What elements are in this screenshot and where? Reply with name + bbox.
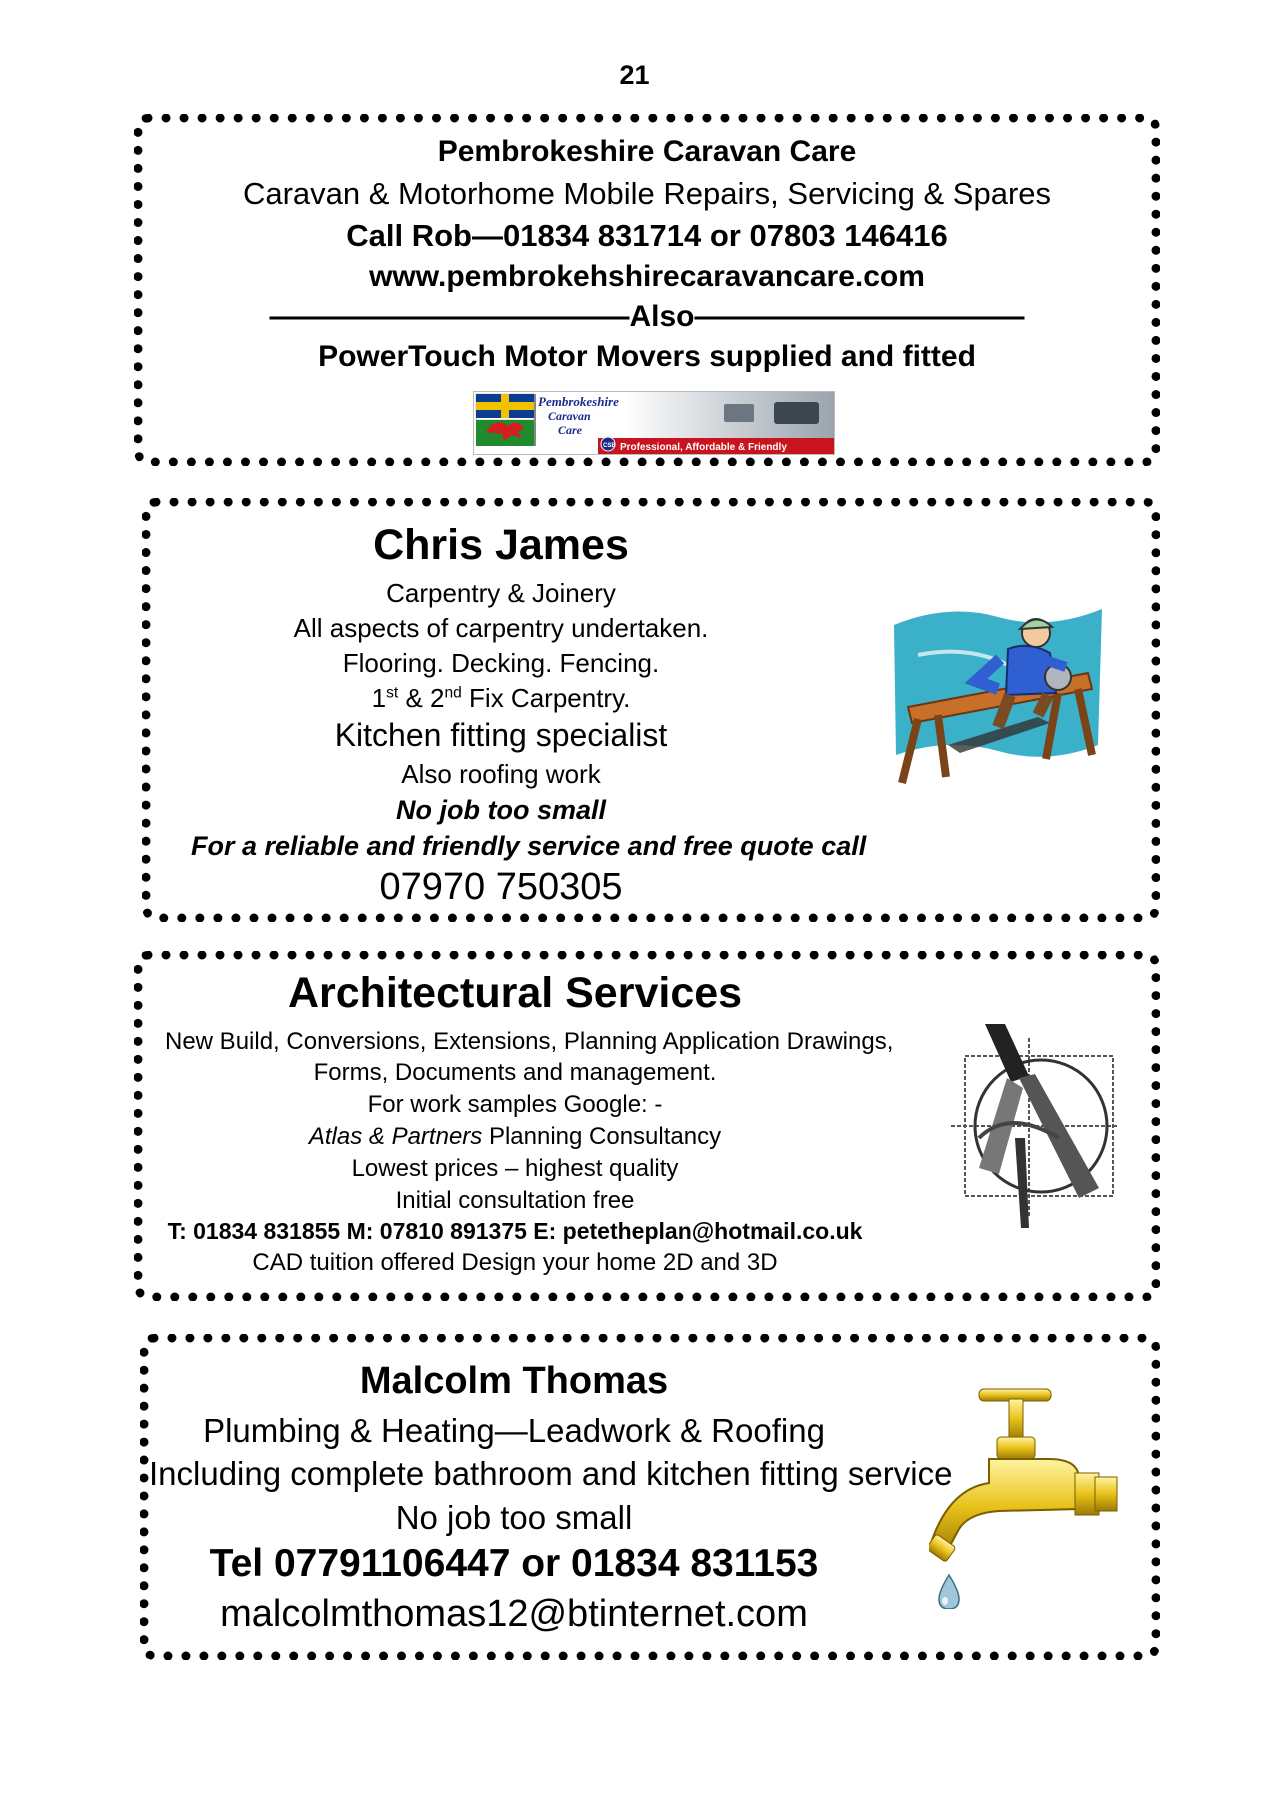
ad-phone: Call Rob—01834 831714 or 07803 146416 (346, 218, 948, 254)
ad-malcolm-thomas (140, 1334, 1160, 1660)
caravan-care-logo (473, 391, 835, 455)
ad-website[interactable]: www.pembrokehshirecaravancare.com (369, 260, 925, 294)
ad-pembrokeshire-caravan-care (134, 114, 1160, 466)
ad-chris-james (142, 498, 1160, 922)
ad-line: Initial consultation free (395, 1186, 635, 1214)
ad-line: Forms, Documents and management. (313, 1059, 717, 1087)
ad-title: Chris James (373, 521, 629, 569)
ad-line: Flooring. Decking. Fencing. (342, 647, 660, 678)
ad-line: No job too small (395, 794, 606, 825)
ad-phone: Tel 07791106447 or 01834 831153 (209, 1542, 819, 1586)
ad-line: Also roofing work (401, 758, 601, 789)
ad-line: Kitchen fitting specialist (334, 717, 668, 754)
ad-architectural-services (134, 951, 1160, 1301)
ad-title: Architectural Services (287, 969, 743, 1017)
logo-line1: Pembrokeshire (538, 394, 619, 409)
ad-line: All aspects of carpentry undertaken. (293, 612, 709, 643)
logo-line3: Care (558, 423, 582, 437)
ad-line: New Build, Conversions, Extensions, Planning Application Drawings, (165, 1027, 894, 1055)
ad-line: CAD tuition offered Design your home 2D and 3D (252, 1248, 778, 1276)
ad-line: Carpentry & Joinery (386, 577, 616, 608)
ad-line: No job too small (395, 1498, 633, 1536)
ad-title: Malcolm Thomas (359, 1360, 669, 1402)
ad-also-divider: ————————————Also——————————— (269, 300, 1025, 334)
logo-line2: Caravan (548, 409, 591, 423)
ad-line: Including complete bathroom and kitchen fitting service (149, 1455, 953, 1493)
carpenter-icon (888, 595, 1108, 795)
ad-tagline: Caravan & Motorhome Mobile Repairs, Servicing & Spares (242, 176, 1052, 211)
ad-contact: T: 01834 831855 M: 07810 891375 E: petetheplan@hotmail.co.uk (167, 1218, 863, 1245)
ad-line: For work samples Google: - (367, 1091, 663, 1119)
ad-line: Lowest prices – highest quality (351, 1154, 679, 1182)
ad-line: Plumbing & Heating—Leadwork & Roofing (203, 1411, 825, 1449)
ad-phone: 07970 750305 (379, 865, 623, 908)
logo-badge: CSB (603, 443, 616, 449)
ad-email[interactable]: malcolmthomas12@btinternet.com (220, 1593, 808, 1636)
ad-line-atlas: Atlas & Partners Planning Consultancy (308, 1122, 722, 1150)
compass-icon (949, 1018, 1119, 1238)
tap-icon (929, 1379, 1129, 1609)
ad-line-fix-carpentry: 1st & 2nd Fix Carpentry. (371, 683, 631, 714)
ad-line: For a reliable and friendly service and free quote call (191, 831, 867, 862)
logo-banner: Professional, Affordable & Friendly (620, 442, 787, 453)
page-number: 21 (619, 60, 650, 90)
ad-title: Pembrokeshire Caravan Care (437, 135, 857, 168)
ad-powertouch: PowerTouch Motor Movers supplied and fitted (318, 340, 976, 374)
